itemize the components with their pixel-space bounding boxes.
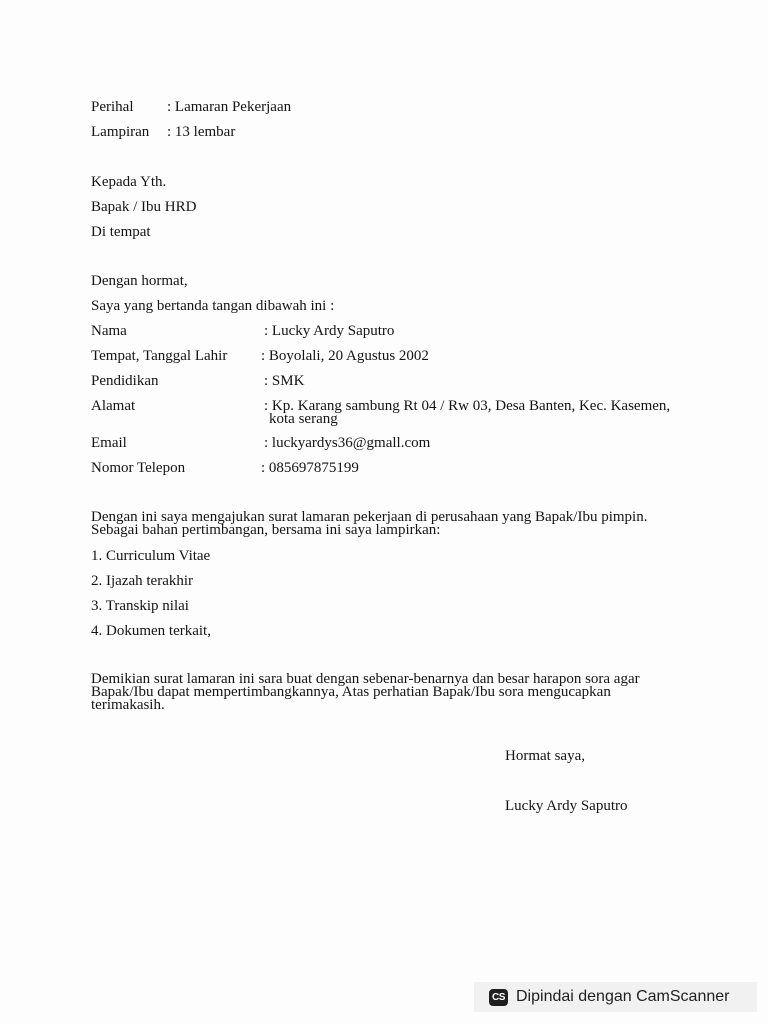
recipient-line-3: Di tempat	[91, 224, 151, 240]
signature-salutation: Hormat saya,	[505, 748, 585, 764]
telepon-label: Nomor Telepon	[91, 460, 186, 476]
attachment-item: 3. Transkip nilai	[91, 598, 189, 614]
perihal-label: Perihal	[91, 99, 134, 115]
request-paragraph	[91, 511, 691, 537]
alamat-value-line-1: : Kp. Karang sambung Rt 04 / Rw 03, Desa Banten, Kec. Kasemen,	[264, 398, 671, 414]
attachment-item: 1. Curriculum Vitae	[91, 548, 211, 564]
watermark-text: Dipindai dengan CamScanner	[516, 988, 730, 1005]
nama-value: : Lucky Ardy Saputro	[264, 323, 395, 339]
recipient-line-1: Kepada Yth.	[91, 174, 167, 190]
alamat-value-line-2: kota serang	[269, 411, 338, 427]
closing-line-3: terimakasih.	[91, 697, 165, 713]
email-value: : luckyardys36@gmall.com	[264, 435, 431, 451]
greeting: Dengan hormat,	[91, 273, 188, 289]
intro-text: Saya yang bertanda tangan dibawah ini :	[91, 298, 335, 314]
attachment-item: 2. Ijazah terakhir	[91, 573, 194, 589]
request-line-1: Dengan ini saya mengajukan surat lamaran pekerjaan di perusahaan yang Bapak/Ibu pimpin.	[91, 509, 648, 525]
signature-name: Lucky Ardy Saputro	[505, 798, 628, 814]
nama-label: Nama	[91, 323, 127, 339]
camscanner-logo-icon: CS	[489, 989, 508, 1006]
closing-line-2: Bapak/Ibu dapat mempertimbangkannya, Atas perhatian Bapak/Ibu sora mengucapkan	[91, 684, 611, 700]
ttl-label: Tempat, Tanggal Lahir	[91, 348, 228, 364]
perihal-value: : Lamaran Pekerjaan	[167, 99, 292, 115]
camscanner-watermark	[474, 982, 757, 1012]
recipient-line-2: Bapak / Ibu HRD	[91, 199, 197, 215]
pendidikan-label: Pendidikan	[91, 373, 159, 389]
alamat-label: Alamat	[91, 398, 136, 414]
telepon-value: : 085697875199	[261, 460, 359, 476]
closing-line-1: Demikian surat lamaran ini sara buat dengan sebenar-benarnya dan besar harapon sora agar	[91, 671, 640, 687]
request-line-2: Sebagai bahan pertimbangan, bersama ini saya lampirkan:	[91, 522, 441, 538]
pendidikan-value: : SMK	[264, 373, 305, 389]
attachment-item: 4. Dokumen terkait,	[91, 623, 211, 639]
closing-paragraph	[91, 673, 691, 712]
email-label: Email	[91, 435, 127, 451]
ttl-value: : Boyolali, 20 Agustus 2002	[261, 348, 429, 364]
lampiran-label: Lampiran	[91, 124, 150, 140]
lampiran-value: : 13 lembar	[167, 124, 236, 140]
